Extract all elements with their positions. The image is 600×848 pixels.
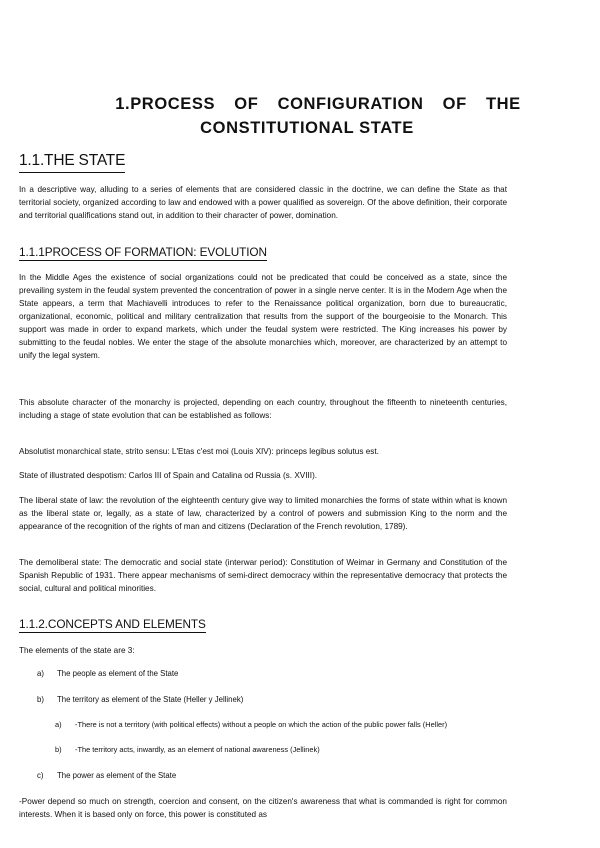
list-marker: a) [37,669,44,678]
list-marker: b) [37,695,44,704]
middle-ages-paragraph: In the Middle Ages the existence of social organizations could not be predicated that could be conceived as a state, since the prevailing system in the feudal system prevented the concentration of power in a single nerve center. It is in the Modern Age when the State appears, a term that Machiavelli introduces to refer to the Renaissance political organization, born due to bureaucratic, organizational, economic, political and military centralization that results from the support of the bourgeoisie to the Monarch. This support was made in order to expand markets, which under the feudal system were restricted. The King increases his power by submitting to the feudal nobles. We enter the stage of the absolute monarchies which, moreover, are characterized by an attempt to unify the legal system. [19,273,507,360]
sub-item-jellinek [55,744,320,756]
list-item-power [37,770,176,782]
section-heading-the-state: 1.1.THE STATE [19,151,125,173]
list-item-text: The people as element of the State [57,669,179,678]
sub-item-heller [55,719,447,731]
list-marker: b) [55,745,62,754]
list-marker: a) [55,720,62,729]
list-marker: c) [37,771,44,780]
chapter-title-line-1: 1.PROCESS OF CONFIGURATION OF THE [115,95,521,113]
chapter-title [19,92,595,140]
list-item-text: The power as element of the State [57,771,177,780]
chapter-title-line-2: CONSTITUTIONAL STATE [200,119,414,137]
list-item-text: -The territory acts, inwardly, as an element of national awareness (Jellinek) [75,745,320,754]
list-item-people [37,668,178,680]
absolute-character-paragraph: This absolute character of the monarchy is projected, depending on each country, throughout the fifteenth to nineteenth centuries, including a stage of state evolution that can be established as follows: [19,398,507,420]
elements-lead-text: The elements of the state are 3: [19,646,135,655]
illustrated-despotism-paragraph: State of illustrated despotism: Carlos III of Spain and Catalina od Russia (s. XVIII). [19,471,318,480]
list-item-territory [37,694,243,706]
subsection-heading-formation: 1.1.1PROCESS OF FORMATION: EVOLUTION [19,245,267,259]
state-definition-paragraph: In a descriptive way, alluding to a series of elements that are considered classic in the doctrine, we can define the State as that territorial society, organized according to law and endowed with a power qualified as sovereign. Of the above definition, their corporate and territorial qualifications stand out, in addition to their character of power, domination. [19,185,507,220]
absolutist-state-paragraph: Absolutist monarchical state, strito sensu: L'Etas c'est moi (Louis XIV): princeps legibus solutus est. [19,447,379,456]
demoliberal-state-paragraph: The demoliberal state: The democratic and social state (interwar period): Constitution of Weimar in Germany and Constitution of the Spanish Republic of 1931. There appear mechanisms of semi-direct democracy within the representative democracy that protects the social, cultural and political minorities. [19,558,507,593]
list-item-text: The territory as element of the State (Heller y Jellinek) [57,695,244,704]
power-closing-paragraph: -Power depend so much on strength, coercion and consent, on the citizen's awareness that what is commanded is right for common interests. When it is based only on force, this power is constituted as [19,797,507,819]
list-item-text: -There is not a territory (with political effects) without a people on which the action of the public power falls (Heller) [75,720,448,729]
subsection-heading-concepts: 1.1.2.CONCEPTS AND ELEMENTS [19,617,206,631]
liberal-state-paragraph: The liberal state of law: the revolution of the eighteenth century give way to limited monarchies the forms of state within what is known as the liberal state or, legally, as a state of law, characterized by a control of powers and submission King to the norm and the appearance of the recognition of the rights of man and citizens (Declaration of the French revolution, 1789). [19,496,507,531]
